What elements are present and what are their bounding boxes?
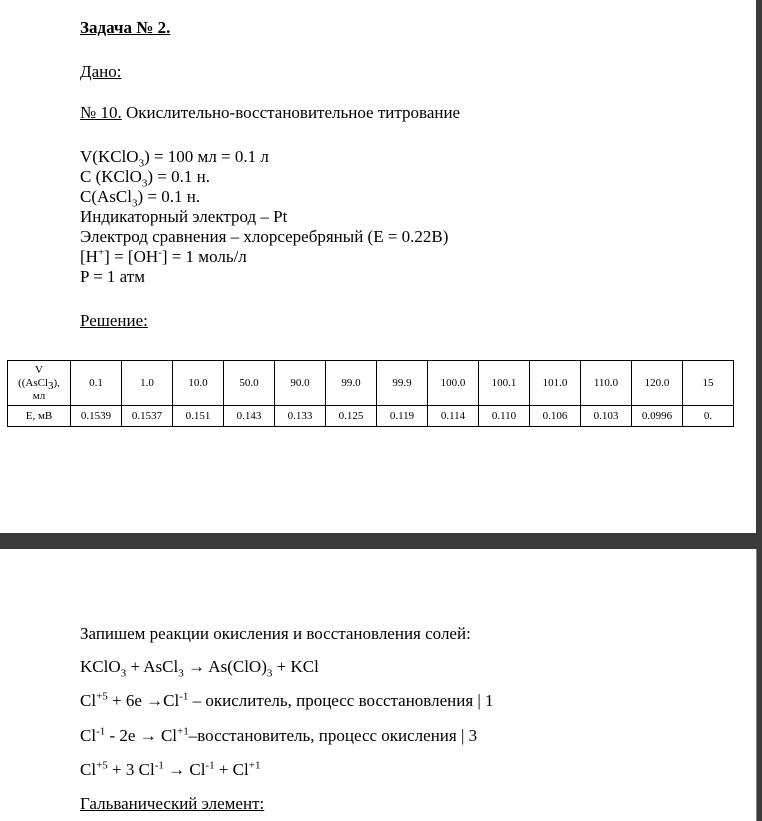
eq2-s1: +5 <box>96 690 108 703</box>
eq1-s3: 3 <box>266 667 273 680</box>
table-cell: 99.9 <box>377 361 428 406</box>
eq4-d: + Cl <box>214 760 249 779</box>
reactions-intro: Запишем реакции окисления и восстановления солей: <box>80 624 471 643</box>
table-cell: 100.0 <box>428 361 479 406</box>
given-pressure: P = 1 атм <box>80 267 145 286</box>
eq1-a: KClO <box>80 657 121 676</box>
eq4-b: + 3 Cl <box>107 760 155 779</box>
h-sup: + <box>97 246 105 259</box>
table-cell: 1.0 <box>122 361 173 406</box>
table-cell: 99.0 <box>326 361 377 406</box>
table-cell: 110.0 <box>581 361 632 406</box>
table-cell: 100.1 <box>479 361 530 406</box>
eq4-c: → Cl <box>163 760 206 779</box>
titration-table <box>7 360 734 427</box>
eq2-a: Cl <box>80 691 97 710</box>
problem-title: Окислительно-восстановительное титрование <box>121 103 461 122</box>
c2-sub: 3 <box>131 197 138 210</box>
h-suffix: ] = 1 моль/л <box>161 247 247 266</box>
given-concentration-kclo3 <box>80 167 210 190</box>
table-cell: 0.106 <box>530 406 581 427</box>
table-cell: 0.151 <box>173 406 224 427</box>
vh-unit: мл <box>32 389 46 402</box>
equation-oxidation <box>80 726 477 746</box>
table-cell: 50.0 <box>224 361 275 406</box>
given-volume <box>80 147 269 170</box>
eq3-s2: +1 <box>177 725 189 738</box>
eq3-c: –восстановитель, процесс окисления | 3 <box>188 726 478 745</box>
table-cell: 0.1537 <box>122 406 173 427</box>
volume-header: V ((AsCl$_3$), мл <box>8 361 71 406</box>
table-cell: 0.114 <box>428 406 479 427</box>
eq1-b: + AsCl <box>126 657 179 676</box>
given-volume-prefix: V(KClO <box>80 147 139 166</box>
potential-header: E, мВ <box>8 406 71 427</box>
table-cell: 10.0 <box>173 361 224 406</box>
table-cell: 90.0 <box>275 361 326 406</box>
table-cell: 120.0 <box>632 361 683 406</box>
page-2 <box>0 549 757 821</box>
eq4-s2: -1 <box>154 759 164 772</box>
eq2-s2: -1 <box>179 690 189 703</box>
table-cell: 0.1 <box>71 361 122 406</box>
page-gap <box>0 533 762 549</box>
c2-suffix: ) = 0.1 н. <box>137 187 201 206</box>
given-label: Дано: <box>80 62 122 81</box>
galvanic-label: Гальванический элемент: <box>80 794 265 813</box>
given-volume-suffix: ) = 100 мл = 0.1 л <box>144 147 269 166</box>
vh-c: ), <box>53 376 60 389</box>
problem-line <box>80 103 460 123</box>
vh-sub: 3 <box>48 379 54 392</box>
table-cell: 15 <box>683 361 734 406</box>
table-row-potential <box>8 406 734 427</box>
table-cell: 0. <box>683 406 734 427</box>
equation-sum <box>80 760 260 780</box>
given-reference: Электрод сравнения – хлорсеребряный (E = 0.22В) <box>80 227 449 246</box>
equation-reduction <box>80 691 494 711</box>
problem-number: № 10. <box>80 103 122 122</box>
table-cell: 0.119 <box>377 406 428 427</box>
eq1-s2: 3 <box>178 667 184 680</box>
vh-v: V <box>35 363 43 376</box>
c1-prefix: C (KClO <box>80 167 142 186</box>
h-open: [H <box>80 247 98 266</box>
c1-suffix: ) = 0.1 н. <box>147 167 210 186</box>
given-concentration-ascl3 <box>80 187 201 210</box>
table-row-volume <box>8 361 734 406</box>
h-mid: ] = [OH <box>104 247 159 266</box>
eq2-c: – окислитель, процесс восстановления | 1 <box>188 691 494 710</box>
table-cell: 0.125 <box>326 406 377 427</box>
titration-table-clip <box>0 355 756 435</box>
table-cell: 0.103 <box>581 406 632 427</box>
equation-1 <box>80 657 319 680</box>
eq4-s1: +5 <box>96 759 108 772</box>
solution-label: Решение: <box>80 311 148 330</box>
eq1-d: + KCl <box>272 657 319 676</box>
eq4-s3: -1 <box>205 759 215 772</box>
given-ion-concentration <box>80 247 247 267</box>
eq1-s1: 3 <box>120 667 127 680</box>
c1-sub: 3 <box>141 177 148 190</box>
eq3-a: Cl <box>80 726 97 745</box>
eq3-b: - 2e → Cl <box>105 726 178 745</box>
eq4-s4: +1 <box>248 759 261 772</box>
table-cell: 0.1539 <box>71 406 122 427</box>
table-cell: 0.0996 <box>632 406 683 427</box>
eq1-c: → As(ClO) <box>183 657 267 676</box>
eq2-b: + 6e →Cl <box>107 691 180 710</box>
vh-a: (AsCl <box>21 376 49 389</box>
task-title: Задача № 2. <box>80 18 171 37</box>
table-cell: 0.110 <box>479 406 530 427</box>
given-indicator: Индикаторный электрод – Pt <box>80 207 288 226</box>
eq3-s1: -1 <box>96 725 106 738</box>
oh-sup: - <box>158 246 162 259</box>
table-cell: 0.133 <box>275 406 326 427</box>
eq4-a: Cl <box>80 760 97 779</box>
given-volume-sub: 3 <box>138 157 145 170</box>
table-cell: 101.0 <box>530 361 581 406</box>
c2-prefix: C(AsCl <box>80 187 132 206</box>
table-cell: 0.143 <box>224 406 275 427</box>
